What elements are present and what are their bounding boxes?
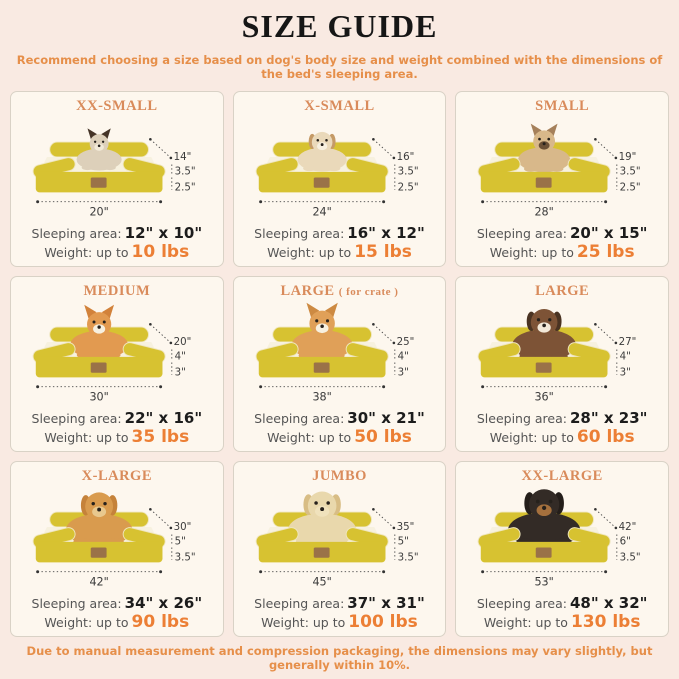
bolster-height-dimension-label: 3.5" xyxy=(397,166,419,179)
bolster-height-dimension-label: 5" xyxy=(397,536,409,549)
bed-illustration xyxy=(242,485,438,594)
measure-dot xyxy=(259,571,262,574)
bolster-height-dimension-label: 4" xyxy=(174,351,186,364)
size-name: MEDIUM xyxy=(83,283,151,299)
measure-dot xyxy=(36,571,39,574)
measure-dot xyxy=(481,201,484,204)
base-height-dimension-label: 2.5" xyxy=(619,181,641,194)
weight-label: Weight: up to xyxy=(489,245,574,261)
size-card xyxy=(233,91,447,267)
sleeping-area-label: Sleeping area: xyxy=(31,226,122,242)
brand-tag xyxy=(91,548,107,558)
measure-dot xyxy=(615,342,618,345)
weight-value: 35 lbs xyxy=(131,427,190,448)
sleeping-area-row xyxy=(254,594,425,612)
bed-illustration xyxy=(464,115,660,224)
measure-dot xyxy=(392,342,395,345)
pet-paw xyxy=(524,166,537,172)
size-name: LARGE xyxy=(535,283,590,299)
measure-dot xyxy=(159,201,162,204)
sleeping-area-value: 37" x 31" xyxy=(347,594,425,613)
sleeping-area-label: Sleeping area: xyxy=(31,411,122,427)
bed-illustration xyxy=(464,485,660,594)
pet-paw xyxy=(82,165,94,170)
measure-dot xyxy=(170,527,173,530)
pet-nose xyxy=(542,506,546,510)
depth-measure-line xyxy=(373,325,393,344)
sleeping-area-row xyxy=(32,224,203,242)
weight-label: Weight: up to xyxy=(267,245,352,261)
size-name: JUMBO xyxy=(312,468,367,484)
measure-dot xyxy=(615,527,618,530)
pet-eye xyxy=(536,500,540,504)
pet-paw xyxy=(550,166,563,172)
weight-value: 50 lbs xyxy=(354,427,412,448)
size-name: X-LARGE xyxy=(81,468,153,484)
depth-dimension-label: 25" xyxy=(396,336,415,349)
sleeping-area-value: 12" x 10" xyxy=(124,224,203,243)
pet-nose xyxy=(98,145,101,148)
width-dimension-label: 24" xyxy=(312,206,332,220)
depth-dimension-label: 42" xyxy=(619,521,637,534)
sleeping-area-label: Sleeping area: xyxy=(476,226,567,242)
page-subtitle: Recommend choosing a size based on dog's body size and weight combined with the dimensions of the bed's sleeping area. xyxy=(16,53,663,81)
weight-row xyxy=(44,613,189,633)
sleeping-area-label: Sleeping area: xyxy=(254,411,345,427)
weight-value: 25 lbs xyxy=(576,242,635,263)
sleeping-area-row xyxy=(32,409,203,427)
pet-illustration xyxy=(508,490,580,548)
base-height-dimension-label: 3" xyxy=(397,366,409,379)
measure-dot xyxy=(382,201,385,204)
sleeping-area-row xyxy=(254,224,425,242)
size-card xyxy=(10,461,224,637)
sleeping-area-label: Sleeping area: xyxy=(476,596,567,612)
pet-nose xyxy=(320,508,324,512)
weight-value: 15 lbs xyxy=(354,242,412,263)
depth-dimension-label: 20" xyxy=(173,336,192,349)
measure-dot xyxy=(149,508,152,511)
depth-dimension-label: 19" xyxy=(619,151,637,164)
pet-eye xyxy=(548,138,551,141)
depth-measure-line xyxy=(150,510,170,529)
base-height-dimension-label: 3" xyxy=(619,366,632,379)
size-card-title xyxy=(281,283,399,300)
pet-eye xyxy=(94,141,96,143)
measure-dot xyxy=(481,386,484,389)
pet-eye xyxy=(103,502,106,505)
measure-dot xyxy=(615,157,618,160)
depth-dimension-label: 30" xyxy=(173,521,192,534)
size-card-title xyxy=(312,468,367,485)
sleeping-area-value: 28" x 23" xyxy=(569,409,648,428)
size-name: XX-SMALL xyxy=(76,98,158,114)
pet-eye xyxy=(549,500,553,504)
measure-dot xyxy=(392,157,395,160)
brand-tag xyxy=(313,178,329,188)
depth-measure-line xyxy=(596,510,616,529)
weight-label: Weight: up to xyxy=(44,615,129,631)
size-card-title xyxy=(82,468,152,485)
weight-row xyxy=(490,243,635,263)
pet-illustration xyxy=(288,492,356,547)
depth-dimension-label: 35" xyxy=(396,521,415,534)
base-height-dimension-label: 3.5" xyxy=(397,551,419,564)
depth-measure-line xyxy=(150,325,170,344)
sleeping-area-row xyxy=(477,409,648,427)
sleeping-area-row xyxy=(477,224,648,242)
sleeping-area-label: Sleeping area: xyxy=(254,596,345,612)
pet-illustration xyxy=(66,493,132,547)
measure-dot xyxy=(36,386,39,389)
pet-paw xyxy=(303,166,316,172)
measure-dot xyxy=(259,386,262,389)
bolster-height-dimension-label: 3.5" xyxy=(174,166,196,179)
width-dimension-label: 38" xyxy=(312,391,332,405)
weight-label: Weight: up to xyxy=(44,430,129,446)
pet-eye xyxy=(548,319,551,322)
sleeping-area-label: Sleeping area: xyxy=(476,411,567,427)
size-name-suffix: ( for crate ) xyxy=(338,286,399,298)
weight-row xyxy=(261,613,418,633)
measure-dot xyxy=(594,138,597,141)
pet-nose xyxy=(543,143,546,146)
measure-dot xyxy=(149,138,152,141)
weight-row xyxy=(490,428,635,448)
weight-value: 130 lbs xyxy=(570,612,641,633)
bed-illustration xyxy=(19,300,215,409)
measure-dot xyxy=(170,342,173,345)
sleeping-area-row xyxy=(32,594,203,612)
bolster-height-dimension-label: 4" xyxy=(397,351,409,364)
size-card-title xyxy=(521,468,602,485)
measure-dot xyxy=(259,201,262,204)
brand-tag xyxy=(313,363,329,373)
pet-eye xyxy=(314,502,318,506)
weight-row xyxy=(484,613,641,633)
sleeping-area-value: 16" x 12" xyxy=(347,224,425,243)
weight-label: Weight: up to xyxy=(44,245,129,261)
measure-dot xyxy=(604,571,607,574)
pet-eye xyxy=(315,320,318,323)
measure-dot xyxy=(149,323,152,326)
size-card-title xyxy=(76,98,157,115)
weight-value: 100 lbs xyxy=(348,612,418,633)
measure-dot xyxy=(36,201,39,204)
measure-dot xyxy=(170,157,173,160)
bed-illustration xyxy=(242,300,438,409)
size-card xyxy=(455,91,669,267)
brand-tag xyxy=(91,363,107,373)
measure-dot xyxy=(481,571,484,574)
size-card xyxy=(233,461,447,637)
width-dimension-label: 28" xyxy=(534,206,555,220)
pet-eye xyxy=(326,320,329,323)
size-name: SMALL xyxy=(535,98,590,114)
weight-row xyxy=(44,243,189,263)
pet-nose xyxy=(320,325,324,329)
pet-eye xyxy=(316,139,319,142)
sleeping-area-value: 20" x 15" xyxy=(569,224,648,243)
base-height-dimension-label: 2.5" xyxy=(174,181,196,194)
base-height-dimension-label: 3.5" xyxy=(174,551,196,564)
pet-eye xyxy=(537,319,540,322)
sleeping-area-value: 30" x 21" xyxy=(347,409,425,428)
measure-dot xyxy=(372,323,375,326)
weight-label: Weight: up to xyxy=(489,430,574,446)
depth-measure-line xyxy=(373,140,393,159)
measure-dot xyxy=(382,386,385,389)
width-dimension-label: 42" xyxy=(89,576,109,590)
base-height-dimension-label: 3" xyxy=(174,366,186,379)
brand-tag xyxy=(91,178,107,188)
brand-tag xyxy=(313,548,329,558)
weight-label: Weight: up to xyxy=(261,615,346,631)
pet-eye xyxy=(325,139,328,142)
pet-eye xyxy=(539,138,542,141)
footer-note: Due to manual measurement and compression packaging, the dimensions may vary slightly, but generally within 10%. xyxy=(26,644,653,672)
bed-illustration xyxy=(19,485,215,594)
width-dimension-label: 30" xyxy=(89,391,109,405)
depth-dimension-label: 27" xyxy=(619,336,637,349)
measure-dot xyxy=(392,527,395,530)
depth-measure-line xyxy=(150,140,170,159)
width-dimension-label: 20" xyxy=(89,206,109,220)
brand-tag xyxy=(536,363,552,373)
pet-illustration xyxy=(513,309,577,360)
size-name: X-SMALL xyxy=(304,98,375,114)
brand-tag xyxy=(536,548,552,558)
bed-illustration xyxy=(19,115,215,224)
depth-dimension-label: 14" xyxy=(173,151,192,164)
measure-dot xyxy=(372,138,375,141)
size-card xyxy=(10,91,224,267)
sleeping-area-row xyxy=(254,409,425,427)
pet-eye xyxy=(92,502,95,505)
measure-dot xyxy=(159,571,162,574)
size-card xyxy=(10,276,224,452)
weight-value: 10 lbs xyxy=(131,242,190,263)
depth-measure-line xyxy=(373,510,393,529)
size-name: LARGE xyxy=(280,283,335,299)
size-card xyxy=(455,461,669,637)
weight-row xyxy=(267,243,412,263)
sleeping-area-value: 48" x 32" xyxy=(569,594,648,613)
bed-illustration xyxy=(242,115,438,224)
size-card-title xyxy=(304,98,374,115)
base-height-dimension-label: 2.5" xyxy=(397,181,419,194)
measure-dot xyxy=(604,201,607,204)
bolster-height-dimension-label: 6" xyxy=(619,536,632,549)
measure-dot xyxy=(604,386,607,389)
pet-paw xyxy=(327,166,340,172)
base-height-dimension-label: 3.5" xyxy=(619,551,641,564)
sleeping-area-label: Sleeping area: xyxy=(254,226,345,242)
pet-eye xyxy=(103,321,106,324)
size-card-title xyxy=(84,283,151,300)
size-card xyxy=(233,276,447,452)
measure-dot xyxy=(594,323,597,326)
width-dimension-label: 36" xyxy=(534,391,555,405)
size-grid xyxy=(10,91,669,637)
bolster-height-dimension-label: 4" xyxy=(619,351,632,364)
sleeping-area-label: Sleeping area: xyxy=(31,596,122,612)
weight-row xyxy=(44,428,189,448)
bolster-height-dimension-label: 3.5" xyxy=(619,166,641,179)
bed-illustration xyxy=(464,300,660,409)
weight-label: Weight: up to xyxy=(483,615,568,631)
pet-eye xyxy=(102,141,104,143)
depth-dimension-label: 16" xyxy=(396,151,415,164)
size-card xyxy=(455,276,669,452)
pet-nose xyxy=(97,326,100,329)
weight-row xyxy=(267,428,412,448)
sleeping-area-value: 22" x 16" xyxy=(124,409,203,428)
weight-label: Weight: up to xyxy=(267,430,352,446)
sleeping-area-row xyxy=(477,594,648,612)
pet-paw xyxy=(104,165,116,170)
measure-dot xyxy=(159,386,162,389)
pet-illustration xyxy=(297,132,346,172)
pet-nose xyxy=(97,508,101,512)
depth-measure-line xyxy=(596,140,616,159)
pet-eye xyxy=(326,502,330,506)
page-title: SIZE GUIDE xyxy=(241,8,438,44)
weight-value: 90 lbs xyxy=(131,612,190,633)
size-card-title xyxy=(535,98,589,115)
width-dimension-label: 45" xyxy=(312,576,332,590)
bolster-height-dimension-label: 5" xyxy=(174,536,186,549)
measure-dot xyxy=(594,508,597,511)
measure-dot xyxy=(382,571,385,574)
size-card-title xyxy=(535,283,589,300)
brand-tag xyxy=(536,178,552,188)
pet-nose xyxy=(320,144,323,147)
measure-dot xyxy=(372,508,375,511)
width-dimension-label: 53" xyxy=(534,576,555,590)
weight-value: 60 lbs xyxy=(576,427,635,448)
size-name: XX-LARGE xyxy=(521,468,603,484)
depth-measure-line xyxy=(596,325,616,344)
pet-nose xyxy=(543,324,547,328)
sleeping-area-value: 34" x 26" xyxy=(124,594,203,613)
pet-eye xyxy=(93,321,96,324)
